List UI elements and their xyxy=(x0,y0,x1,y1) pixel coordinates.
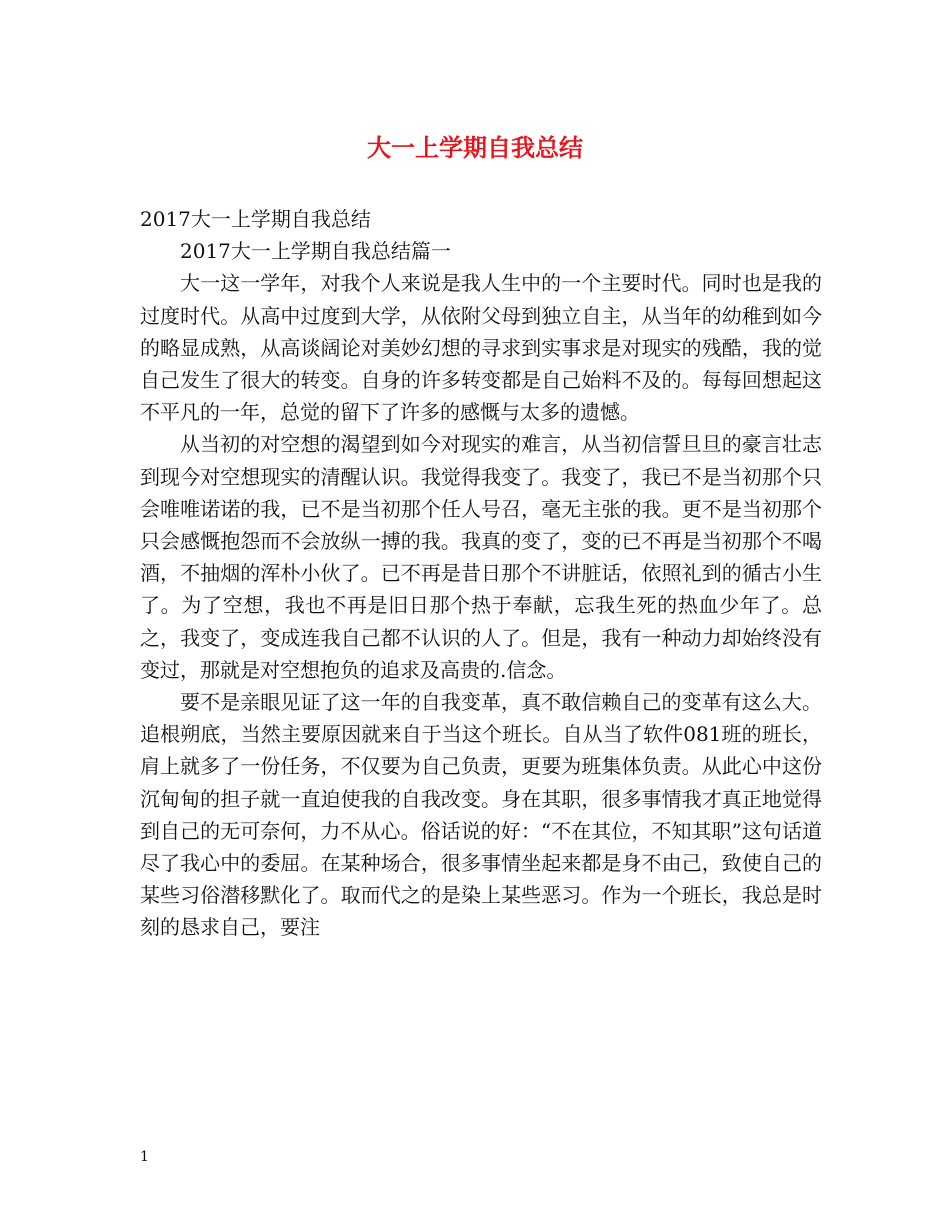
document-title: 大一上学期自我总结 xyxy=(367,133,583,162)
paragraph-2: 从当初的对空想的渴望到如今对现实的难言，从当初信誓旦旦的豪言壮志到现今对空想现实的清醒认识。我觉得我变了。我变了，我已不是当初那个只会唯唯诺诺的我，已不是当初那个任人号召，毫无主张的我。更不是当初那个只会感慨抱怨而不会放纵一搏的我。我真的变了，变的已不再是当初那个不喝酒，不抽烟的浑朴小伙了。已不再是昔日那个不讲脏话，依照礼到的循古小生了。为了空想，我也不再是旧日那个热于奉献，忘我生死的热血少年了。总之，我变了，变成连我自己都不认识的人了。但是，我有一种动力却始终没有变过，那就是对空想抱负的追求及高贵的.信念。 xyxy=(140,432,822,682)
document-subheading: 2017大一上学期自我总结篇一 xyxy=(180,239,451,264)
paragraph-1: 大一这一学年，对我个人来说是我人生中的一个主要时代。同时也是我的过度时代。从高中过度到大学，从依附父母到独立自主，从当年的幼稚到如今的略显成熟，从高谈阔论对美妙幻想的寻求到实事求是对现实的残酷，我的觉自己发生了很大的转变。自身的许多转变都是自己始料不及的。每每回想起这不平凡的一年，总觉的留下了许多的感慨与太多的遗憾。 xyxy=(140,271,822,425)
page-number: 1 xyxy=(140,1149,149,1165)
paragraph-3: 要不是亲眼见证了这一年的自我变革，真不敢信赖自己的变革有这么大。追根朔底，当然主要原因就来自于当这个班长。自从当了软件081班的班长，肩上就多了一份任务，不仅要为自己负责，更要为班集体负责。从此心中这份沉甸甸的担子就一直迫使我的自我改变。身在其职，很多事情我才真正地觉得到自己的无可奈何，力不从心。俗话说的好：“不在其位，不知其职”这句话道尽了我心中的委屈。在某种场合，很多事情坐起来都是身不由己，致使自己的某些习俗潜移默化了。取而代之的是染上某些恶习。作为一个班长，我总是时刻的恳求自己，要注 xyxy=(140,690,822,940)
document-heading: 2017大一上学期自我总结 xyxy=(140,207,371,231)
document-body xyxy=(140,203,822,944)
